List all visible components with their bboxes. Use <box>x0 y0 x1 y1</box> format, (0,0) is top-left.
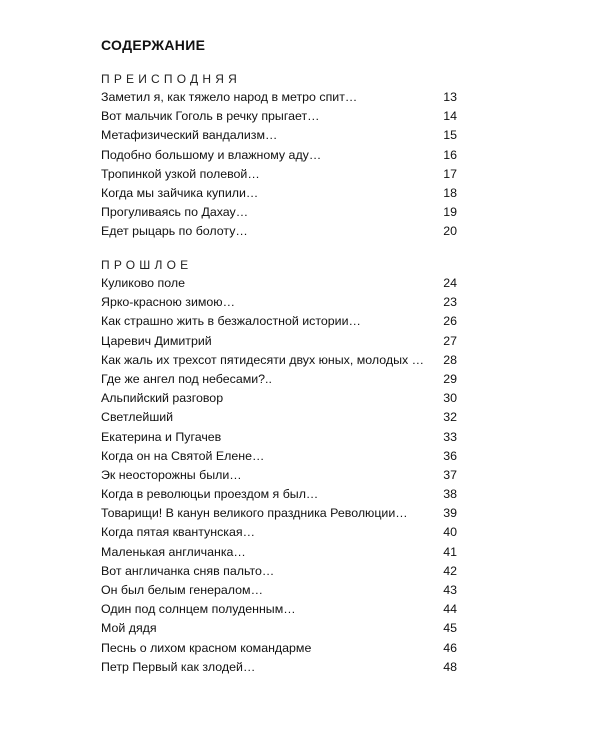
toc-entry-title: Альпийский разговор <box>101 391 224 406</box>
toc-entry-page-number: 23 <box>443 295 457 310</box>
toc-entry-page-number: 29 <box>443 371 457 386</box>
toc-entry-title: Ярко-красною зимою… <box>101 295 235 310</box>
toc-entry <box>101 600 457 619</box>
toc-entry <box>101 222 457 241</box>
toc-entry <box>101 351 457 370</box>
toc-entry-page-number: 40 <box>443 525 457 540</box>
toc-entry-title: Подобно большому и влажному аду… <box>101 147 322 162</box>
toc-entry-page-number: 26 <box>443 314 457 329</box>
toc-entry <box>101 466 457 485</box>
toc-entry-title: Когда мы зайчика купили… <box>101 185 259 200</box>
toc-entry <box>101 523 457 542</box>
toc-entry-title: Эк неосторожны были… <box>101 467 242 482</box>
toc-entry <box>101 408 457 427</box>
toc-entry-title: Где же ангел под небесами?.. <box>101 371 272 386</box>
toc-entry-title: Товарищи! В канун великого праздника Революции… <box>101 506 408 521</box>
toc-entry-page-number: 33 <box>443 429 457 444</box>
toc-entry-page-number: 39 <box>443 506 457 521</box>
toc-entry <box>101 312 457 331</box>
toc-entry-title: Когда он на Святой Елене… <box>101 448 265 463</box>
toc-entry-page-number: 41 <box>443 544 457 559</box>
toc-entry-title: Прогуливаясь по Дахау… <box>101 205 249 220</box>
toc-entry-page-number: 42 <box>443 563 457 578</box>
toc-entry <box>101 203 457 222</box>
toc-entry-title: Мой дядя <box>101 621 157 636</box>
toc-entry <box>101 581 457 600</box>
toc-entry <box>101 485 457 504</box>
toc-entry-title: Заметил я, как тяжело народ в метро спит… <box>101 90 358 104</box>
toc-entry <box>101 88 457 107</box>
toc-entry <box>101 107 457 126</box>
toc-entry-title: Метафизический вандализм… <box>101 128 278 143</box>
toc-entry <box>101 428 457 447</box>
toc-entry <box>101 639 457 658</box>
toc-entry <box>101 126 457 145</box>
toc-entry-title: Один под солнцем полуденным… <box>101 602 296 617</box>
toc-list-proshloe <box>101 274 457 677</box>
toc-entry-page-number: 36 <box>443 448 457 463</box>
toc-entry-page-number: 15 <box>443 128 457 143</box>
toc-entry-page-number: 32 <box>443 410 457 425</box>
toc-entry <box>101 658 457 677</box>
toc-entry-title: Едет рыцарь по болоту… <box>101 224 248 239</box>
toc-list-preispodnyaya <box>101 88 457 242</box>
toc-entry-page-number: 30 <box>443 391 457 406</box>
toc-entry-title: Когда пятая квантунская… <box>101 525 255 540</box>
toc-entry-title: Как жаль их трехсот пятидесяти двух юных, молодых … <box>101 352 425 367</box>
toc-entry <box>101 332 457 351</box>
toc-entry-page-number: 48 <box>443 659 457 674</box>
toc-entry <box>101 165 457 184</box>
toc-entry-title: Тропинкой узкой полевой… <box>101 166 260 181</box>
toc-entry-page-number: 16 <box>443 147 457 162</box>
toc-entry <box>101 184 457 203</box>
toc-entry <box>101 146 457 165</box>
toc-entry-page-number: 27 <box>443 333 457 348</box>
toc-entry <box>101 293 457 312</box>
toc-entry-title: Екатерина и Пугачев <box>101 429 222 444</box>
toc-entry-title: Вот мальчик Гоголь в речку прыгает… <box>101 109 320 124</box>
toc-entry-title: Как страшно жить в безжалостной истории… <box>101 314 361 329</box>
toc-entry <box>101 543 457 562</box>
toc-entry-page-number: 19 <box>443 205 457 220</box>
toc-entry <box>101 370 457 389</box>
toc-entry-page-number: 43 <box>443 583 457 597</box>
toc-entry-title: Он был белым генералом… <box>101 583 263 597</box>
toc-entry-page-number: 28 <box>443 352 457 367</box>
toc-entry-page-number: 37 <box>443 467 457 482</box>
toc-entry <box>101 274 457 293</box>
toc-entry <box>101 504 457 523</box>
toc-entry-page-number: 44 <box>443 602 457 617</box>
toc-entry-page-number: 45 <box>443 621 457 636</box>
toc-entry-title: Вот англичанка сняв пальто… <box>101 563 275 578</box>
toc-entry-page-number: 17 <box>443 166 457 181</box>
toc-entry-page-number: 24 <box>443 276 457 290</box>
toc-entry-title: Куликово поле <box>101 276 185 290</box>
toc-entry-page-number: 14 <box>443 109 457 124</box>
toc-entry-title: Маленькая англичанка… <box>101 544 246 559</box>
toc-entry-page-number: 46 <box>443 640 457 655</box>
toc-entry-title: Песнь о лихом красном командарме <box>101 640 312 655</box>
section-heading-proshloe: ПРОШЛОЕ <box>101 258 193 272</box>
toc-entry <box>101 619 457 638</box>
toc-entry-page-number: 13 <box>443 90 457 104</box>
toc-entry <box>101 389 457 408</box>
toc-entry-page-number: 20 <box>443 224 457 239</box>
toc-entry-page-number: 18 <box>443 185 457 200</box>
toc-entry-page-number: 38 <box>443 487 457 502</box>
page-title: СОДЕРЖАНИЕ <box>101 37 206 53</box>
toc-entry-title: Когда в революцьи проездом я был… <box>101 487 319 502</box>
toc-entry-title: Петр Первый как злодей… <box>101 659 256 674</box>
toc-entry <box>101 562 457 581</box>
section-heading-preispodnyaya: ПРЕИСПОДНЯЯ <box>101 72 241 86</box>
toc-entry <box>101 447 457 466</box>
toc-entry-title: Светлейший <box>101 410 174 425</box>
toc-entry-title: Царевич Димитрий <box>101 333 212 348</box>
